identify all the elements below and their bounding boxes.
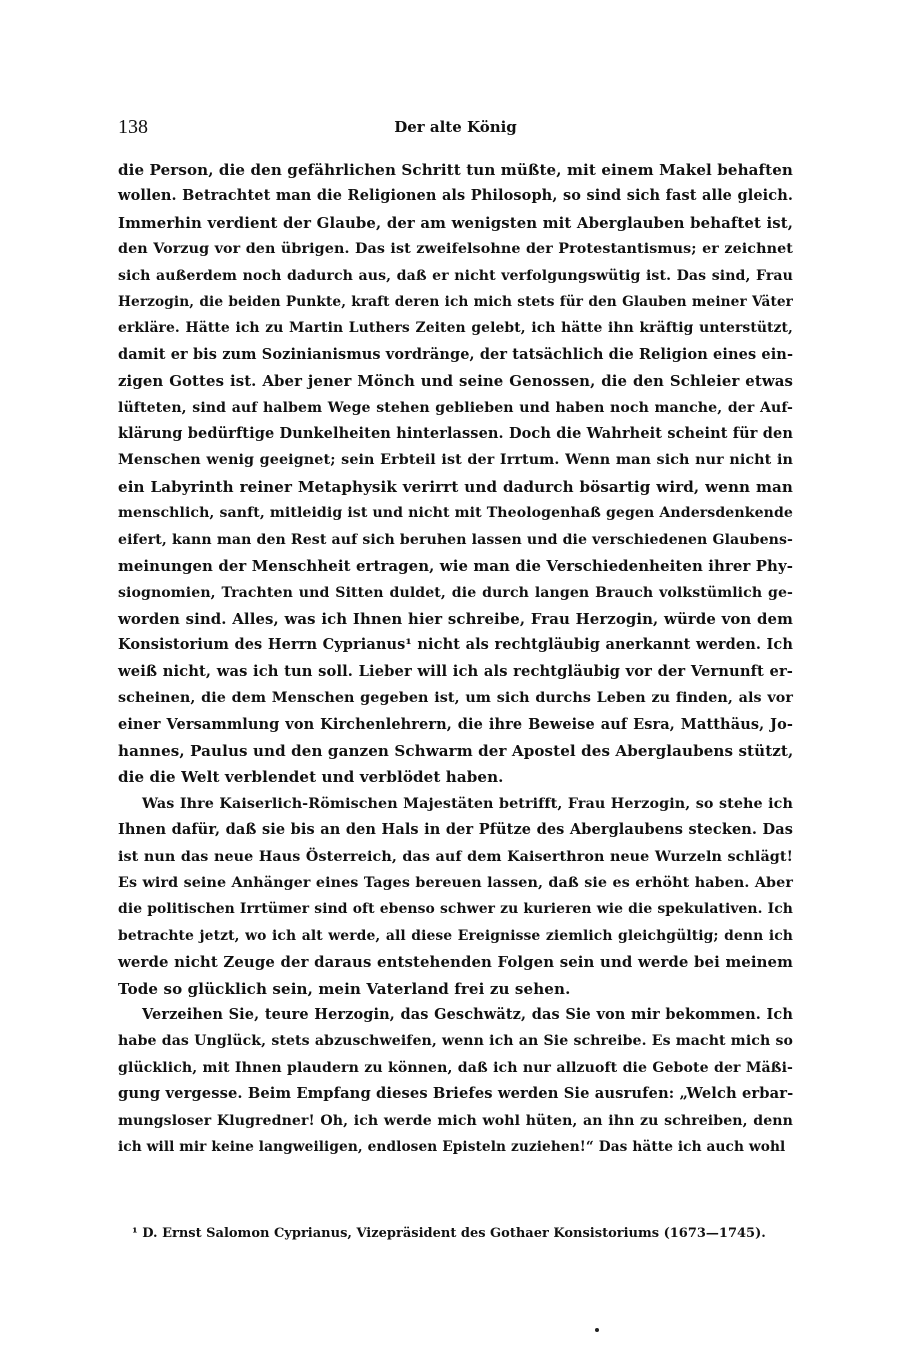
- text-line: die Person, die den gefährlichen Schritt tun müßte, mit einem Makel behaften: [118, 161, 793, 179]
- text-line: Herzogin, die beiden Punkte, kraft deren ich mich stets für den Glauben meiner Väter: [118, 294, 793, 311]
- text-line: habe das Unglück, stets abzuschweifen, wenn ich an Sie schreibe. Es macht mich so: [118, 1033, 793, 1050]
- text-line: Es wird seine Anhänger eines Tages bereuen lassen, daß sie es erhöht haben. Aber: [118, 874, 793, 891]
- text-line: gung vergesse. Beim Empfang dieses Briefes werden Sie ausrufen: „Welch erbar-: [118, 1085, 794, 1103]
- text-line: einer Versammlung von Kirchenlehrern, die ihre Beweise auf Esra, Matthäus, Jo-: [118, 715, 793, 733]
- text-line: sich außerdem noch dadurch aus, daß er nicht verfolgungswütig ist. Das sind, Frau: [118, 267, 793, 284]
- text-line: wollen. Betrachtet man die Religionen als Philosoph, so sind sich fast alle gleich.: [118, 187, 793, 205]
- paragraph-1: [118, 157, 793, 791]
- text-line: worden sind. Alles, was ich Ihnen hier schreibe, Frau Herzogin, würde von dem: [118, 609, 793, 628]
- text-line: Immerhin verdient der Glaube, der am wenigsten mit Aberglauben behaftet ist,: [118, 213, 793, 232]
- text-line: lüfteten, sind auf halbem Wege stehen geblieben und haben noch manche, der Auf-: [118, 399, 793, 416]
- text-line: Verzeihen Sie, teure Herzogin, das Geschwätz, das Sie von mir bekommen. Ich: [142, 1006, 793, 1023]
- text-line: Ihnen dafür, daß sie bis an den Hals in der Pfütze des Aberglaubens stecken. Das: [118, 821, 793, 839]
- text-line: zigen Gottes ist. Aber jener Mönch und seine Genossen, die den Schleier etwas: [118, 372, 793, 391]
- text-line: ist nun das neue Haus Österreich, das auf dem Kaiserthron neue Wurzeln schlägt!: [118, 848, 793, 865]
- text-line: ein Labyrinth reiner Metaphysik verirrt und dadurch bösartig wird, wenn man: [118, 477, 793, 496]
- page-number: 138: [118, 116, 148, 138]
- text-line: damit er bis zum Sozinianismus vordränge, der tatsächlich die Religion eines ein-: [118, 345, 794, 363]
- running-head: Der alte König: [394, 118, 517, 136]
- text-line: erkläre. Hätte ich zu Martin Luthers Zeiten gelebt, ich hätte ihn kräftig unterstützt,: [118, 320, 793, 337]
- text-line: siognomien, Trachten und Sitten duldet, die durch langen Brauch volkstümlich ge-: [118, 584, 793, 601]
- text-line: glücklich, mit Ihnen plaudern zu können, daß ich nur allzuoft die Gebote der Mäßi-: [118, 1059, 793, 1076]
- paragraph-2: [118, 791, 793, 1002]
- text-line: meinungen der Menschheit ertragen, wie man die Verschiedenheiten ihrer Phy-: [118, 557, 793, 576]
- body-text: [118, 157, 793, 1160]
- text-line: scheinen, die dem Menschen gegeben ist, um sich durchs Leben zu finden, als vor: [118, 690, 793, 707]
- text-line: die die Welt verblendet und verblödet haben.: [118, 768, 504, 787]
- text-line: Was Ihre Kaiserlich-Römischen Majestäten betrifft, Frau Herzogin, so stehe ich: [142, 795, 793, 812]
- text-line: den Vorzug vor den übrigen. Das ist zweifelsohne der Protestantismus; er zeichnet: [118, 241, 793, 258]
- text-line: die politischen Irrtümer sind oft ebenso schwer zu kurieren wie die spekulativen. Ich: [118, 901, 793, 918]
- text-line: weiß nicht, was ich tun soll. Lieber will ich als rechtgläubig vor der Vernunft er-: [118, 662, 793, 680]
- text-line: betrachte jetzt, wo ich alt werde, all diese Ereignisse ziemlich gleichgültig; denn ich: [118, 927, 793, 944]
- text-line: menschlich, sanft, mitleidig ist und nicht mit Theologenhaß gegen Andersdenkende: [118, 505, 793, 522]
- text-line: werde nicht Zeuge der daraus entstehenden Folgen sein und werde bei meinem: [118, 953, 793, 972]
- footnote: ¹ D. Ernst Salomon Cyprianus, Vizepräsident des Gothaer Konsistoriums (1673—1745).: [132, 1226, 766, 1241]
- text-line: klärung bedürftige Dunkelheiten hinterlassen. Doch die Wahrheit scheint für den: [118, 425, 793, 443]
- text-line: ich will mir keine langweiligen, endlosen Episteln zuziehen!“ Das hätte ich auch wohl: [118, 1139, 786, 1156]
- print-speck: [595, 1328, 599, 1332]
- text-line: Menschen wenig geeignet; sein Erbteil ist der Irrtum. Wenn man sich nur nicht in: [118, 452, 793, 469]
- paragraph-3: [118, 1002, 793, 1160]
- text-line: mungsloser Klugredner! Oh, ich werde mich wohl hüten, an ihn zu schreiben, denn: [118, 1112, 793, 1129]
- text-line: Tode so glücklich sein, mein Vaterland frei zu sehen.: [118, 979, 571, 998]
- text-line: hannes, Paulus und den ganzen Schwarm der Apostel des Aberglaubens stützt,: [118, 741, 794, 760]
- text-line: eifert, kann man den Rest auf sich beruhen lassen und die verschiedenen Glaubens-: [118, 531, 793, 548]
- page-header: [118, 116, 793, 140]
- text-line: Konsistorium des Herrn Cyprianus¹ nicht als rechtgläubig anerkannt werden. Ich: [118, 636, 793, 654]
